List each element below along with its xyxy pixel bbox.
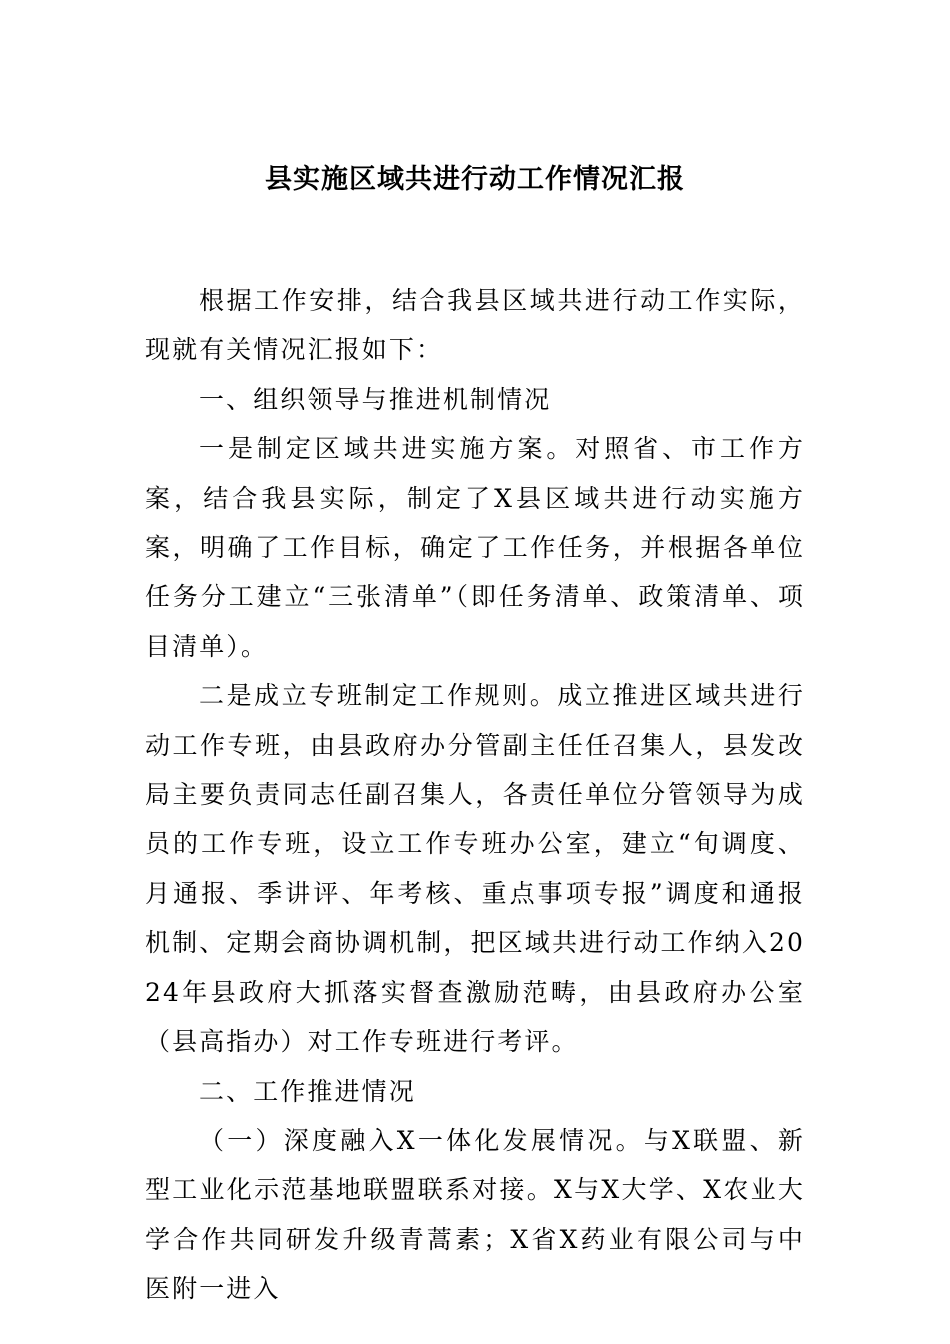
section-heading-progress: 二、工作推进情况: [199, 1076, 416, 1106]
paragraph-work-team: 二是成立专班制定工作规则。成立推进区域共进行动工作专班，由县政府办分管副主任任召集人，县发改局主要负责同志任副召集人，各责任单位分管领导为成员的工作专班，设立工作专班办公室，建立“旬调度、月通报、季讲评、年考核、重点事项专报”调度和通报机制、定期会商协调机制，把区域共进行动工作纳入2024年县政府大抓落实督查激励范畴，由县政府办公室（县高指办）对工作专班进行考评。: [145, 681, 805, 1057]
document-title: 县实施区域共进行动工作情况汇报: [265, 164, 685, 195]
section-heading-organization: 一、组织领导与推进机制情况: [199, 384, 552, 414]
document-body: [145, 276, 805, 1314]
paragraph-implementation-plan: 一是制定区域共进实施方案。对照省、市工作方案，结合我县实际，制定了X县区域共进行动实施方案，明确了工作目标，确定了工作任务，并根据各单位任务分工建立“三张清单”（即任务清单、政策清单、项目清单）。: [145, 434, 805, 661]
paragraph-integration: （一）深度融入X一体化发展情况。与X联盟、新型工业化示范基地联盟联系对接。X与X大学、X农业大学合作共同研发升级青蒿素；X省X药业有限公司与中医附一进入: [145, 1125, 805, 1304]
intro-paragraph: 根据工作安排，结合我县区域共进行动工作实际，现就有关情况汇报如下：: [145, 286, 805, 365]
